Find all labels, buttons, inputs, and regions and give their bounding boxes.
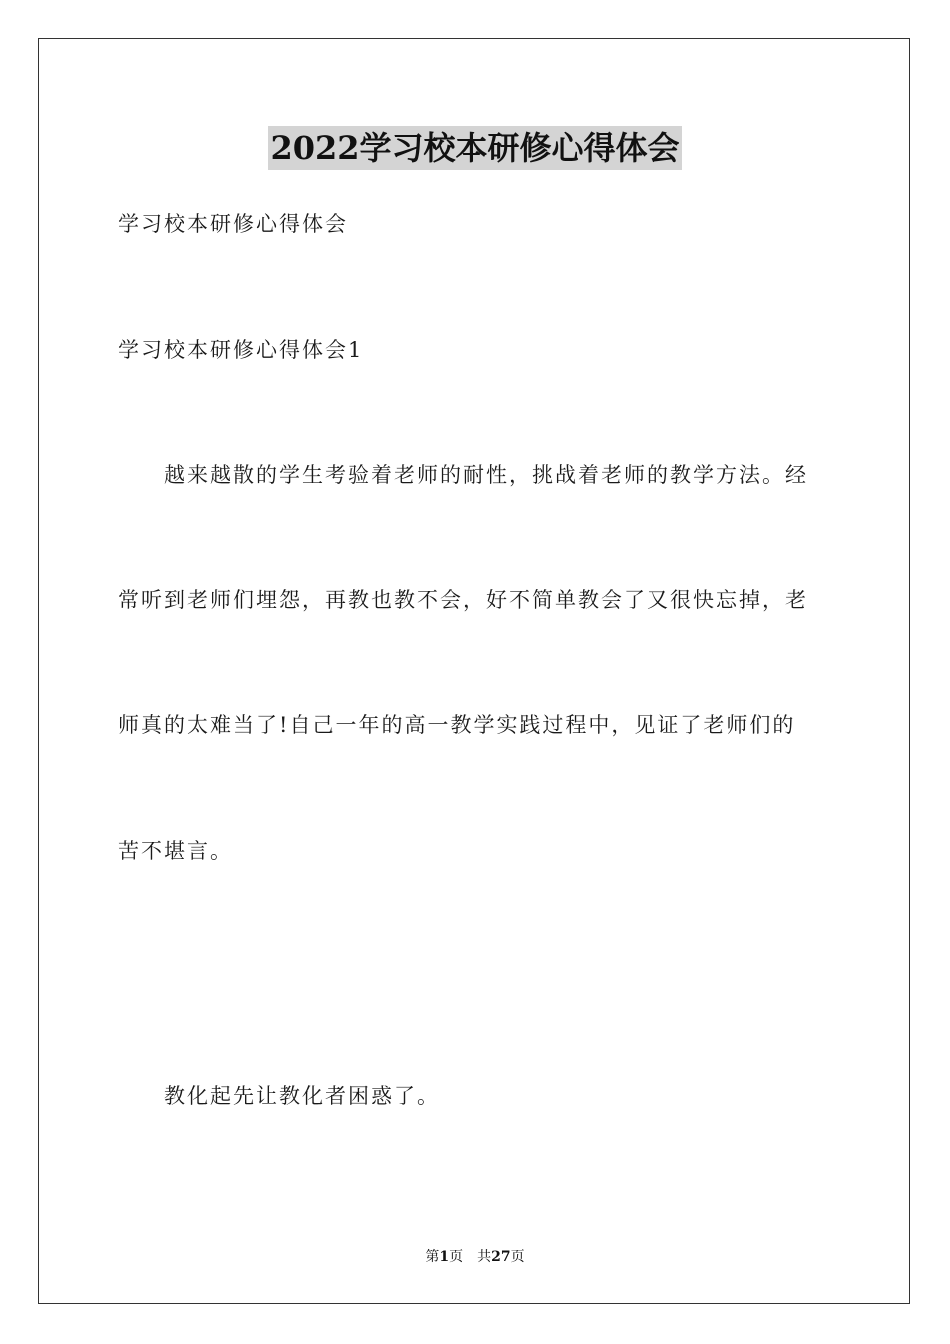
paragraph-line: 越来越散的学生考验着老师的耐性，挑战着老师的教学方法。经 (164, 463, 808, 487)
paragraph-line: 师真的太难当了!自己一年的高一教学实践过程中，见证了老师们的 (118, 713, 796, 737)
footer-total-pages: 27 (491, 1249, 511, 1265)
page-footer (0, 1246, 950, 1266)
subtitle: 学习校本研修心得体会 (118, 212, 348, 236)
footer-total-suffix: 页 (510, 1249, 525, 1265)
paragraph-2: 教化起先让教化者困惑了。 (164, 1084, 440, 1108)
paragraph-line: 苦不堪言。 (118, 839, 233, 863)
footer-page-number: 1 (439, 1249, 450, 1265)
paragraph-line: 常听到老师们埋怨，再教也教不会，好不简单教会了又很快忘掉，老 (118, 588, 808, 612)
document-title: 2022学习校本研修心得体会 (268, 126, 681, 170)
title-container (0, 126, 950, 170)
section-heading: 学习校本研修心得体会1 (118, 338, 364, 362)
footer-total-prefix: 共 (477, 1249, 492, 1265)
footer-page-suffix: 页 (449, 1249, 464, 1265)
footer-page-prefix: 第 (425, 1249, 440, 1265)
